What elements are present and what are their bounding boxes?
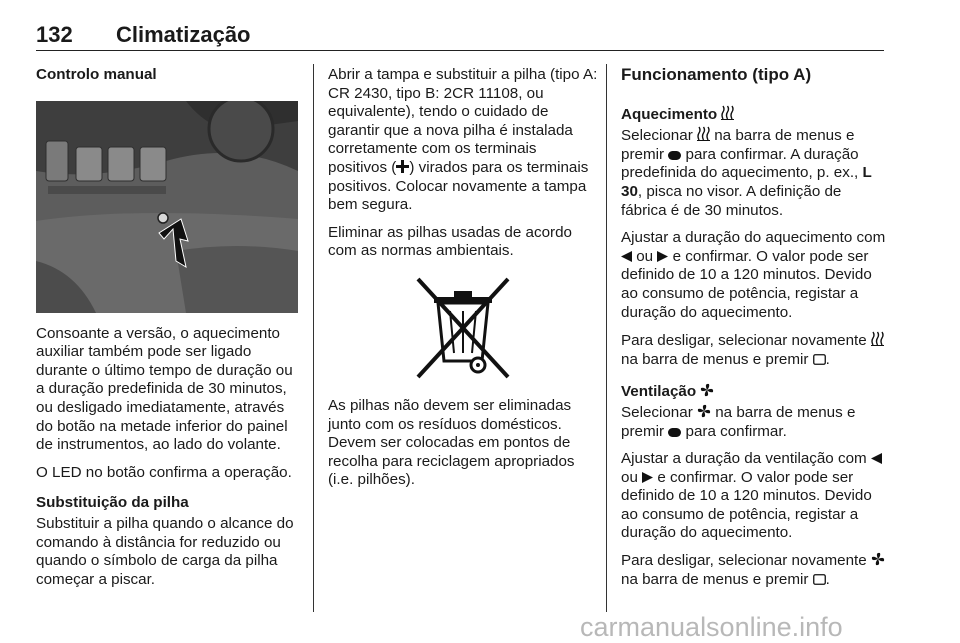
paragraph	[621, 404, 889, 441]
paragraph: Consoante a versão, o aquecimento auxiliar também pode ser ligado durante o último tempo de duração ou a duração predefinida de 30 minutos, ou desligado imediatamente, através do botão na metade inferior do painel de instrumentos, ao lado do volante.	[36, 324, 293, 454]
paragraph: Eliminar as pilhas usadas de acordo com as normas ambientais.	[328, 223, 572, 260]
page-number: 132	[36, 22, 73, 47]
arrow-right-icon	[657, 251, 668, 262]
text-run: Abrir a tampa e substituir a pilha (tipo A: CR 2430, tipo B: 2CR 11108, ou equivalente), tendo o cuidado de garantir que a nova pilha é instalada corretamente com os terminais positivos (	[328, 66, 598, 176]
chapter-title: Climatização	[116, 22, 251, 47]
fan-icon	[700, 383, 714, 397]
display-value: L 30	[621, 164, 872, 200]
arrow-right-icon	[642, 472, 653, 483]
text-run: e confirmar. O valor pode ser definido de 10 a 120 minutos. Devido ao consumo de potência, registar a duração do aquecimento.	[621, 247, 872, 321]
heating-icon	[697, 126, 710, 141]
heating-icon	[871, 331, 884, 346]
confirm-button-icon	[668, 428, 681, 437]
fan-icon	[697, 404, 711, 418]
text-run: para confirmar.	[685, 422, 787, 440]
paragraph: As pilhas não devem ser eliminadas junto com os resíduos domésticos. Devem ser colocadas em pontos de recolha para reciclagem apropriados (i.e. pilhões).	[328, 396, 575, 489]
crossed-out-bin-icon	[408, 273, 518, 383]
text-run: .	[825, 350, 830, 368]
text-run: na barra de menus e premir	[621, 127, 855, 163]
fan-icon	[871, 552, 885, 566]
arrow-left-icon	[621, 251, 632, 262]
watermark: carmanualsonline.info	[580, 612, 843, 642]
column-1	[36, 66, 300, 598]
section-heading-manual-control: Controlo manual	[36, 66, 157, 83]
column-divider-1	[313, 64, 314, 612]
text-run: Ventilação	[621, 383, 697, 401]
subheading-ventilation	[621, 383, 889, 402]
text-run: ) virados para os terminais positivos. Colocar novamente a tampa bem segura.	[328, 158, 589, 214]
text-run: na barra de menus e premir	[621, 350, 809, 368]
text-run: .	[825, 570, 830, 588]
text-run: Selecionar	[621, 127, 693, 145]
section-heading-battery-replacement: Substituição da pilha	[36, 494, 189, 512]
text-run: para confirmar. A duração predefinida do aquecimento, p. ex.,	[621, 145, 859, 182]
text-run: e confirmar. O valor pode ser definido de 10 a 120 minutos. Devido ao consumo de potência, registar a duração do aquecimento.	[621, 468, 872, 542]
text-run: , pisca no visor. A definição de fábrica é de 30 minutos.	[621, 182, 842, 219]
text-run: Para desligar, selecionar novamente	[621, 332, 867, 350]
paragraph	[621, 552, 889, 589]
page-header	[36, 22, 884, 51]
paragraph: O LED no botão confirma a operação.	[36, 463, 292, 481]
text-run: Ajustar a duração do aquecimento com	[621, 229, 886, 247]
text-run: ou	[621, 468, 638, 486]
crossed-out-bin-figure	[328, 273, 598, 383]
paragraph	[621, 331, 889, 369]
column-2	[328, 66, 598, 499]
column-divider-2	[606, 64, 607, 612]
heating-icon	[721, 105, 734, 120]
arrow-left-icon	[871, 453, 882, 464]
plus-icon	[396, 160, 409, 173]
off-button-icon	[813, 574, 826, 585]
paragraph	[621, 229, 889, 322]
column-3	[621, 66, 889, 598]
text-run: Aquecimento	[621, 105, 718, 123]
paragraph-battery-type	[328, 66, 598, 215]
text-run: na barra de menus e premir	[621, 570, 809, 588]
text-run: Selecionar	[621, 403, 693, 421]
section-heading-operation-type-a: Funcionamento (tipo A)	[621, 65, 812, 84]
dashboard-photo	[36, 101, 298, 313]
text-run: Para desligar, selecionar novamente	[621, 552, 867, 570]
subheading-heating	[621, 105, 889, 125]
off-button-icon	[813, 354, 826, 365]
text-run: na barra de menus e premir	[621, 403, 856, 440]
text-run: ou	[636, 247, 654, 265]
paragraph	[621, 450, 889, 543]
paragraph	[621, 126, 889, 220]
paragraph: Substituir a pilha quando o alcance do comando à distância for reduzido ou quando o símbolo de carga da pilha começar a piscar.	[36, 514, 294, 588]
text-run: Ajustar a duração da ventilação com	[621, 450, 867, 468]
confirm-button-icon	[668, 151, 681, 160]
